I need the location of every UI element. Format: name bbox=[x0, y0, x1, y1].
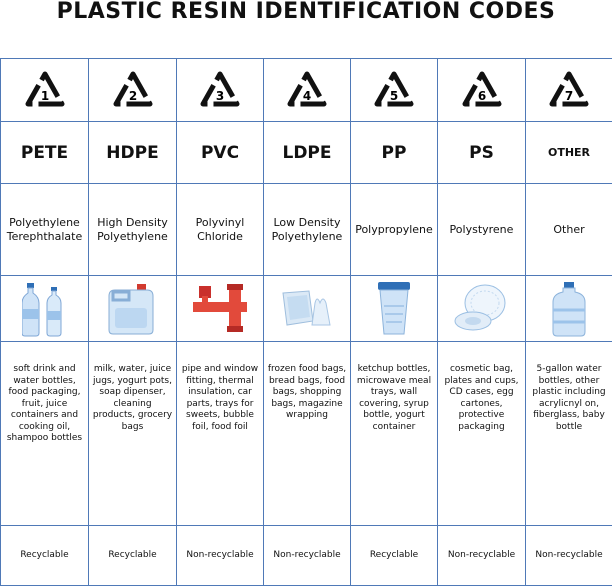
resin-code: PETE bbox=[1, 122, 89, 184]
code-row bbox=[1, 122, 612, 184]
resin-code: OTHER bbox=[526, 122, 612, 184]
resin-number: 4 bbox=[303, 89, 311, 103]
recyclability: Recyclable bbox=[1, 526, 89, 586]
resin-codes-table bbox=[0, 58, 612, 586]
recycle-icon bbox=[287, 71, 327, 109]
recycle-symbol-7 bbox=[526, 59, 612, 122]
common-uses: milk, water, juice jugs, yogurt pots, soap dipenser, cleaning products, grocery bags bbox=[89, 342, 177, 526]
recycle-symbol-6 bbox=[438, 59, 526, 122]
resin-number: 6 bbox=[477, 89, 485, 103]
recycle-symbol-2 bbox=[89, 59, 177, 122]
recycle-icon bbox=[200, 71, 240, 109]
resin-name: Polyethylene Terephthalate bbox=[1, 184, 89, 276]
recycle-icon bbox=[374, 71, 414, 109]
resin-code: PS bbox=[438, 122, 526, 184]
recycle-symbol-1 bbox=[1, 59, 89, 122]
resin-code: HDPE bbox=[89, 122, 177, 184]
water-bottles-icon bbox=[1, 276, 89, 342]
pipe-fitting-icon bbox=[177, 276, 264, 342]
plastic-bags-icon bbox=[264, 276, 351, 342]
image-row bbox=[1, 276, 612, 342]
symbol-row bbox=[1, 59, 612, 122]
cup-with-lid-icon bbox=[351, 276, 438, 342]
recyclability: Non-recyclable bbox=[438, 526, 526, 586]
common-uses: pipe and window fitting, thermal insulation, car parts, trays for sweets, bubble foil, food foil bbox=[177, 342, 264, 526]
common-uses: 5-gallon water bottles, other plastic including acrylicnyl on, fiberglass, baby bottle bbox=[526, 342, 612, 526]
recycle-icon bbox=[462, 71, 502, 109]
common-uses: soft drink and water bottles, food packaging, fruit, juice containers and cooking oil, shampoo bottles bbox=[1, 342, 89, 526]
common-uses: frozen food bags, bread bags, food bags, shopping bags, magazine wrapping bbox=[264, 342, 351, 526]
recycle-icon bbox=[25, 71, 65, 109]
common-uses: ketchup bottles, microwave meal trays, wall covering, syrup bottle, yogurt container bbox=[351, 342, 438, 526]
resin-number: 1 bbox=[40, 89, 48, 103]
resin-name: Polystyrene bbox=[438, 184, 526, 276]
resin-code: LDPE bbox=[264, 122, 351, 184]
resin-number: 5 bbox=[390, 89, 398, 103]
recyclability: Non-recyclable bbox=[526, 526, 612, 586]
resin-name: Polyvinyl Chloride bbox=[177, 184, 264, 276]
uses-row bbox=[1, 342, 612, 526]
resin-name: Low Density Polyethylene bbox=[264, 184, 351, 276]
recyclability: Recyclable bbox=[351, 526, 438, 586]
common-uses: cosmetic bag, plates and cups, CD cases, egg cartones, protective packaging bbox=[438, 342, 526, 526]
resin-number: 3 bbox=[216, 89, 224, 103]
resin-name: Other bbox=[526, 184, 612, 276]
resin-name: Polypropylene bbox=[351, 184, 438, 276]
recyclability: Non-recyclable bbox=[264, 526, 351, 586]
resin-number: 2 bbox=[128, 89, 136, 103]
resin-code: PVC bbox=[177, 122, 264, 184]
page-title: PLASTIC RESIN IDENTIFICATION CODES bbox=[0, 0, 612, 28]
recycle-symbol-4 bbox=[264, 59, 351, 122]
water-jug-icon bbox=[526, 276, 612, 342]
recycle-symbol-3 bbox=[177, 59, 264, 122]
recycle-icon bbox=[113, 71, 153, 109]
recyclability-row bbox=[1, 526, 612, 586]
jerrycan-icon bbox=[89, 276, 177, 342]
name-row bbox=[1, 184, 612, 276]
cd-case-icon bbox=[438, 276, 526, 342]
recycle-symbol-5 bbox=[351, 59, 438, 122]
resin-name: High Density Polyethylene bbox=[89, 184, 177, 276]
recyclability: Non-recyclable bbox=[177, 526, 264, 586]
recycle-icon bbox=[549, 71, 589, 109]
resin-code: PP bbox=[351, 122, 438, 184]
recyclability: Recyclable bbox=[89, 526, 177, 586]
resin-number: 7 bbox=[565, 89, 573, 103]
